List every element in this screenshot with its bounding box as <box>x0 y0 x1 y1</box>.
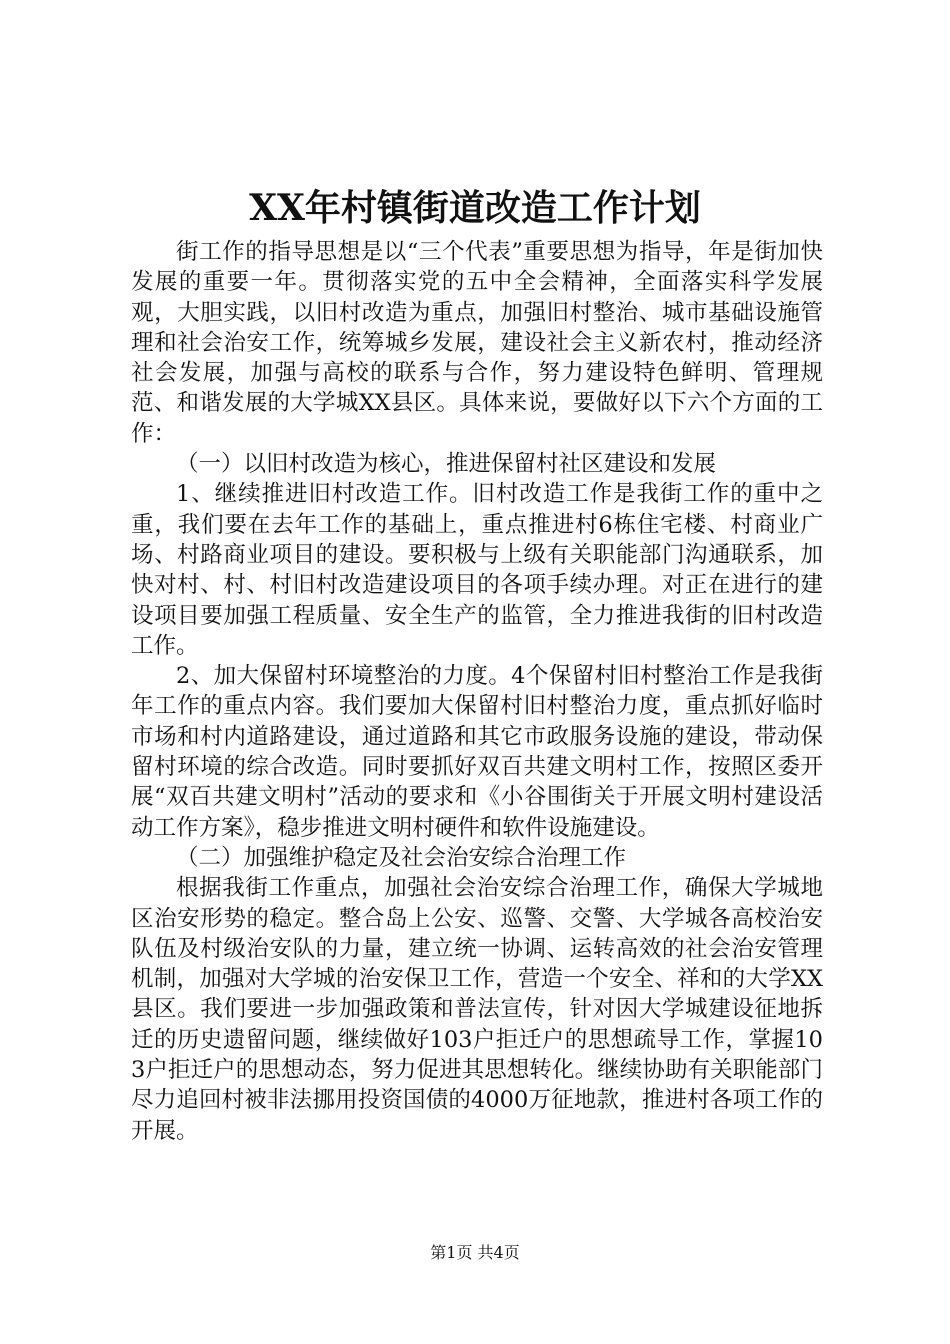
paragraph-item-2: 2、加大保留村环境整治的力度。4个保留村旧村整治工作是我街年工作的重点内容。我们要加大保留村旧村整治力度，重点抓好临时市场和村内道路建设，通过道路和其它市政服务设施的建设，带动保留村环境的综合改造。同时要抓好双百共建文明村工作，按照区委开展“双百共建文明村”活动的要求和《小谷围街关于开展文明村建设活动工作方案》，稳步推进文明村硬件和软件设施建设。 <box>131 663 823 841</box>
paragraph-security: 根据我街工作重点，加强社会治安综合治理工作，确保大学城地区治安形势的稳定。整合岛上公安、巡警、交警、大学城各高校治安队伍及村级治安队的力量，建立统一协调、运转高效的社会治安管理机制，加强对大学城的治安保卫工作，营造一个安全、祥和的大学XX县区。我们要进一步加强政策和普法宣传，针对因大学城建设征地拆迁的历史遗留问题，继续做好103户拒迁户的思想疏导工作，掌握103户拒迁户的思想动态，努力促进其思想转化。继续协助有关职能部门尽力追回村被非法挪用投资国债的4000万征地款，推进村各项工作的开展。 <box>131 875 823 1144</box>
section-heading-2: （二）加强维护稳定及社会治安综合治理工作 <box>176 844 627 871</box>
section-heading-1: （一）以旧村改造为核心，推进保留村社区建设和发展 <box>176 451 717 478</box>
intro-paragraph: 街工作的指导思想是以“三个代表”重要思想为指导，年是街加快发展的重要一年。贯彻落实党的五中全会精神，全面落实科学发展观，大胆实践，以旧村改造为重点，加强旧村整治、城市基础设施管理和社会治安工作，统筹城乡发展，建设社会主义新农村，推动经济社会发展，加强与高校的联系与合作，努力建设特色鲜明、管理规范、和谐发展的大学城XX县区。具体来说，要做好以下六个方面的工作： <box>131 239 823 447</box>
document-title: XX年村镇街道改造工作计划 <box>249 187 701 229</box>
paragraph-item-1: 1、继续推进旧村改造工作。旧村改造工作是我街工作的重中之重，我们要在去年工作的基础上，重点推进村6栋住宅楼、村商业广场、村路商业项目的建设。要积极与上级有关职能部门沟通联系，加快对村、村、村旧村改造建设项目的各项手续办理。对正在进行的建设项目要加强工程质量、安全生产的监管，全力推进我街的旧村改造工作。 <box>131 481 823 659</box>
document-body <box>131 237 823 1146</box>
page-number: 第1页 共4页 <box>430 1243 520 1262</box>
